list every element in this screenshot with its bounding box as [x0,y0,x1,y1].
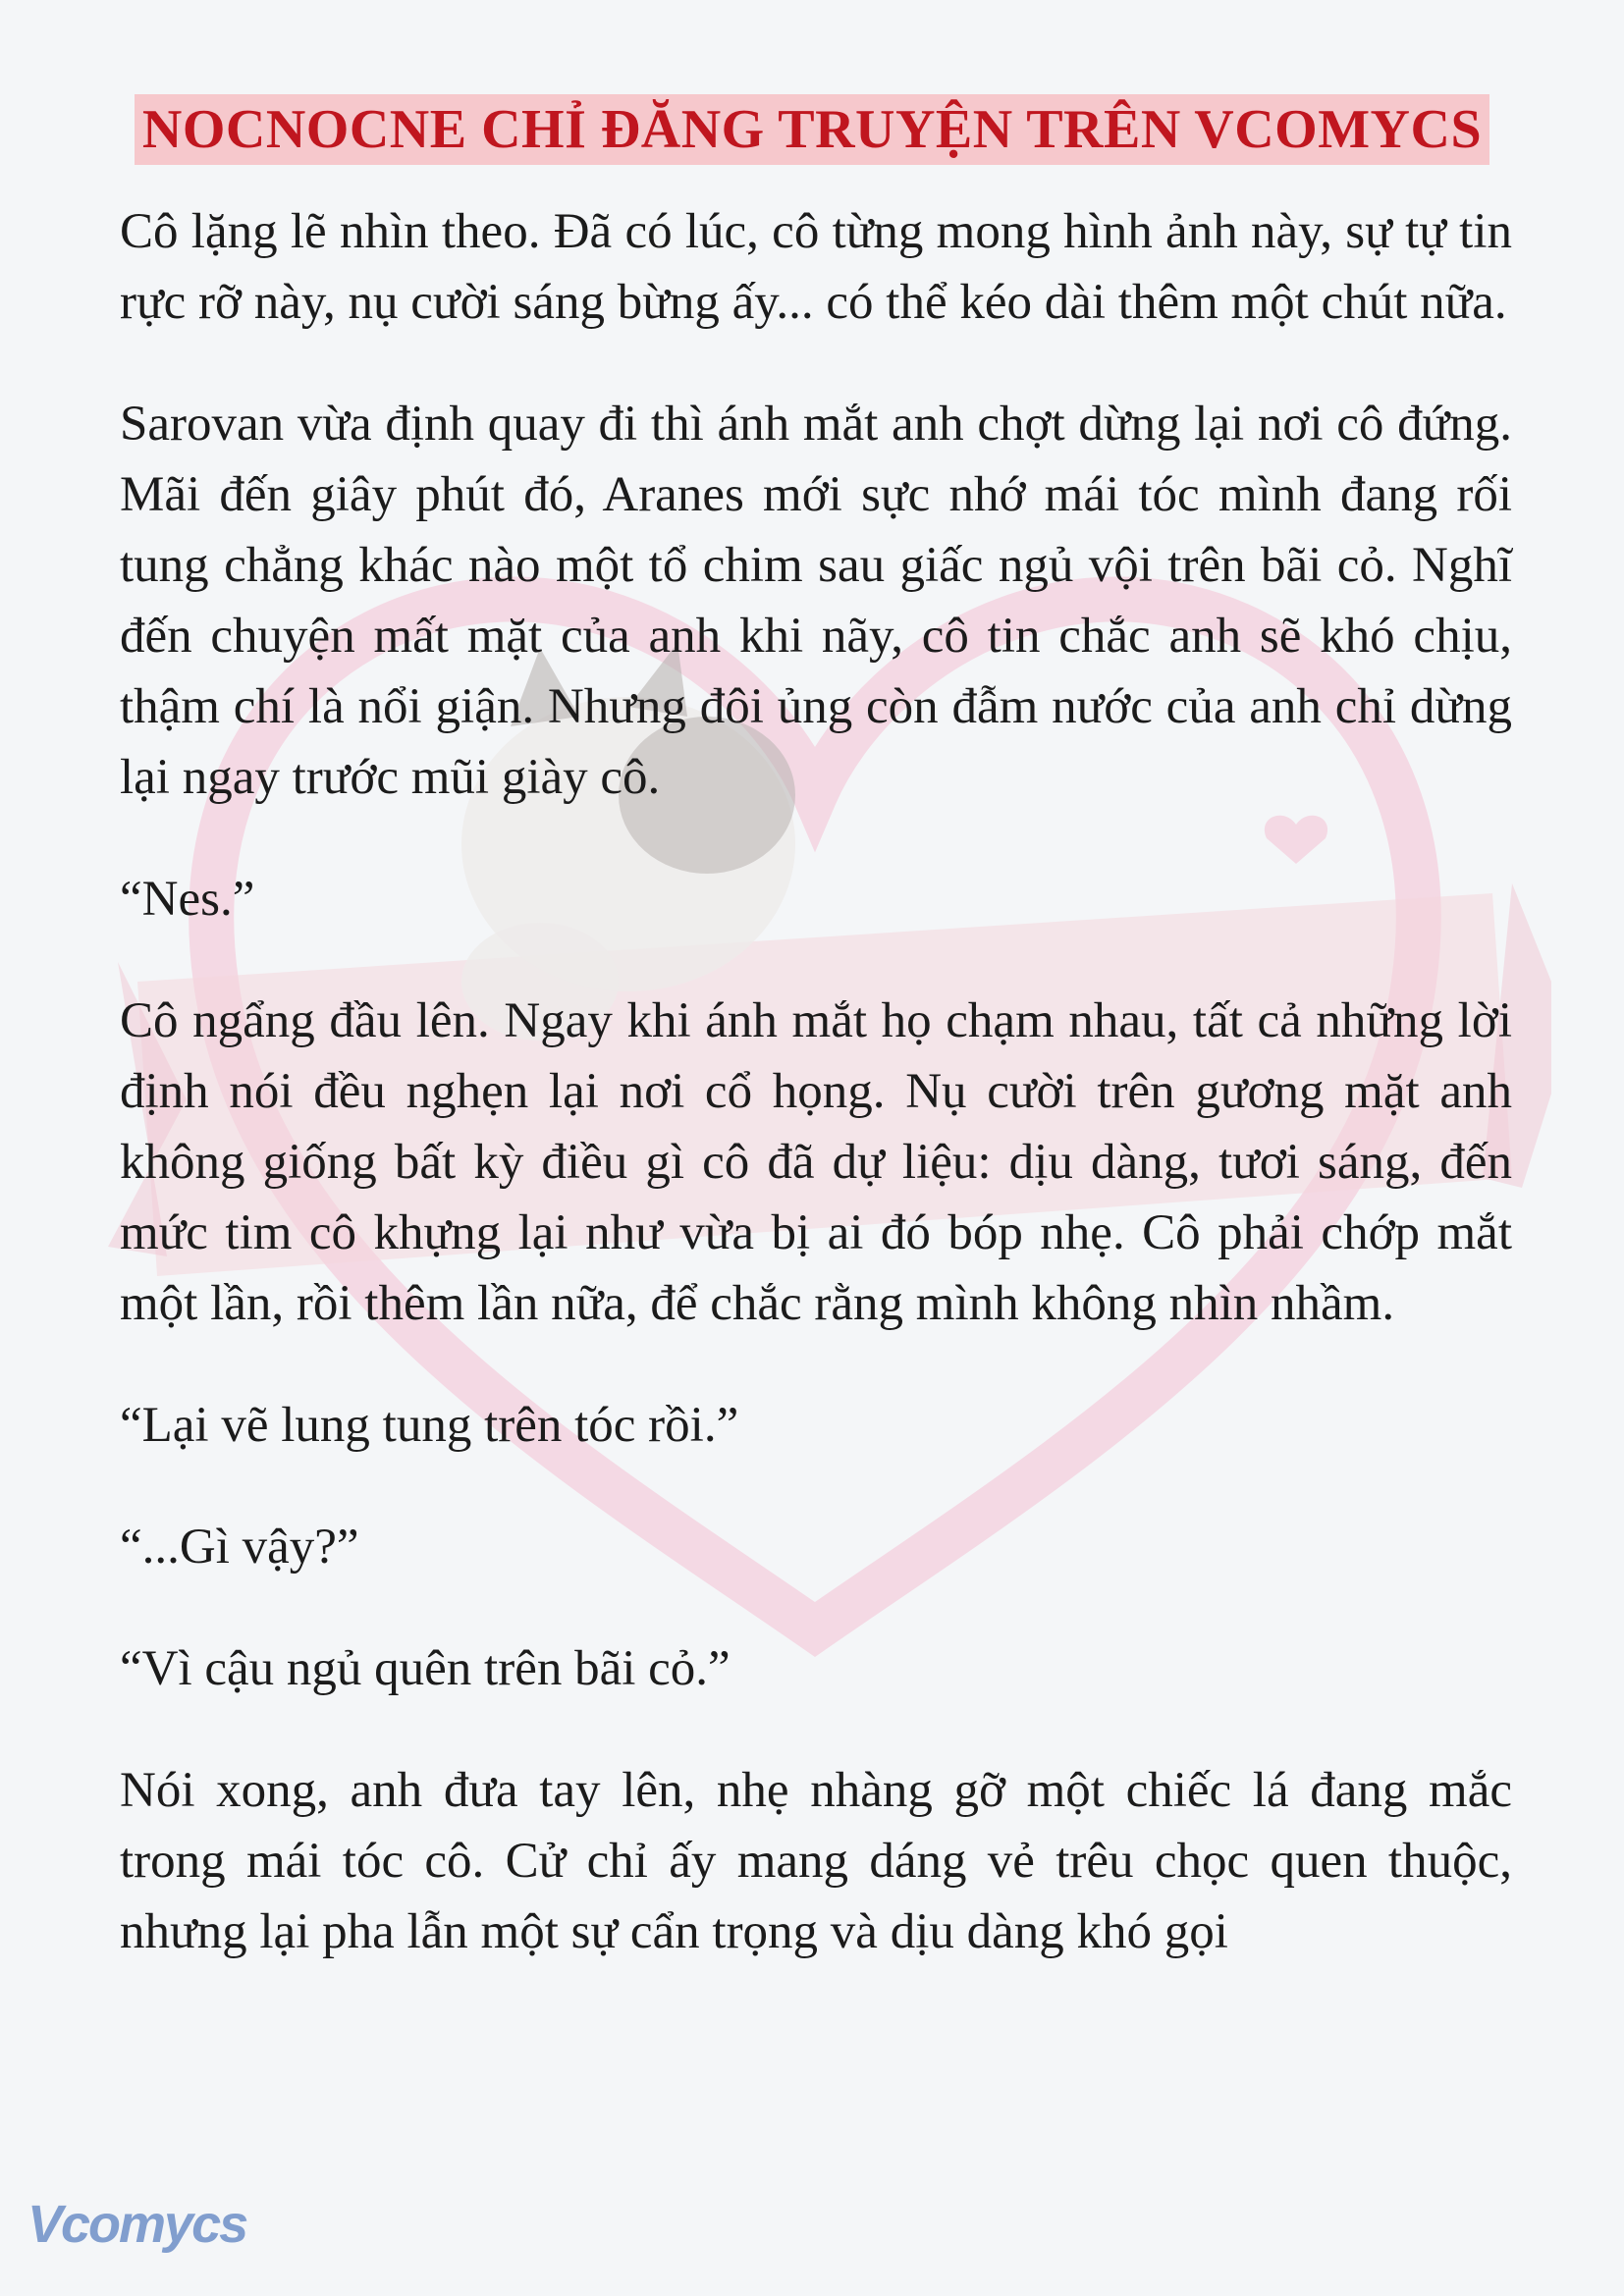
paragraph-2: Sarovan vừa định quay đi thì ánh mắt anh chợt dừng lại nơi cô đứng. Mãi đến giây phút đó, Aranes mới sực nhớ mái tóc mình đang rối tung chẳng khác nào một tổ chim sau giấc ngủ vội trên bãi cỏ. Nghĩ đến chuyện mất mặt của anh khi nãy, cô tin chắc anh sẽ khó chịu, thậm chí là nổi giận. Nhưng đôi ủng còn đẫm nước của anh chỉ dừng lại ngay trước mũi giày cô. [120,397,1512,805]
paragraph-1: Cô lặng lẽ nhìn theo. Đã có lúc, cô từng mong hình ảnh này, sự tự tin rực rỡ này, nụ cười sáng bừng ấy... có thể kéo dài thêm một chút nữa. [120,204,1512,330]
story-content [120,196,1512,1967]
paragraph-3: “Nes.” [120,872,255,927]
paragraph-7: “Vì cậu ngủ quên trên bãi cỏ.” [120,1641,731,1696]
paragraph-6: “...Gì vậy?” [120,1520,359,1575]
paragraph-8: Nói xong, anh đưa tay lên, nhẹ nhàng gỡ một chiếc lá đang mắc trong mái tóc cô. Cử chỉ ấy mang dáng vẻ trêu chọc quen thuộc, nhưng lại pha lẫn một sự cẩn trọng và dịu dàng khó gọi [120,1763,1512,1959]
paragraph-4: Cô ngẩng đầu lên. Ngay khi ánh mắt họ chạm nhau, tất cả những lời định nói đều nghẹn lại nơi cổ họng. Nụ cười trên gương mặt anh không giống bất kỳ điều gì cô đã dự liệu: dịu dàng, tươi sáng, đến mức tim cô khựng lại như vừa bị ai đó bóp nhẹ. Cô phải chớp mắt một lần, rồi thêm lần nữa, để chắc rằng mình không nhìn nhầm. [120,993,1512,1331]
paragraph-5: “Lại vẽ lung tung trên tóc rồi.” [120,1398,739,1453]
vcomycs-logo: Vcomycs [27,2195,247,2254]
header-banner: NOCNOCNE CHỈ ĐĂNG TRUYỆN TRÊN VCOMYCS [135,94,1489,165]
header [0,94,1624,165]
